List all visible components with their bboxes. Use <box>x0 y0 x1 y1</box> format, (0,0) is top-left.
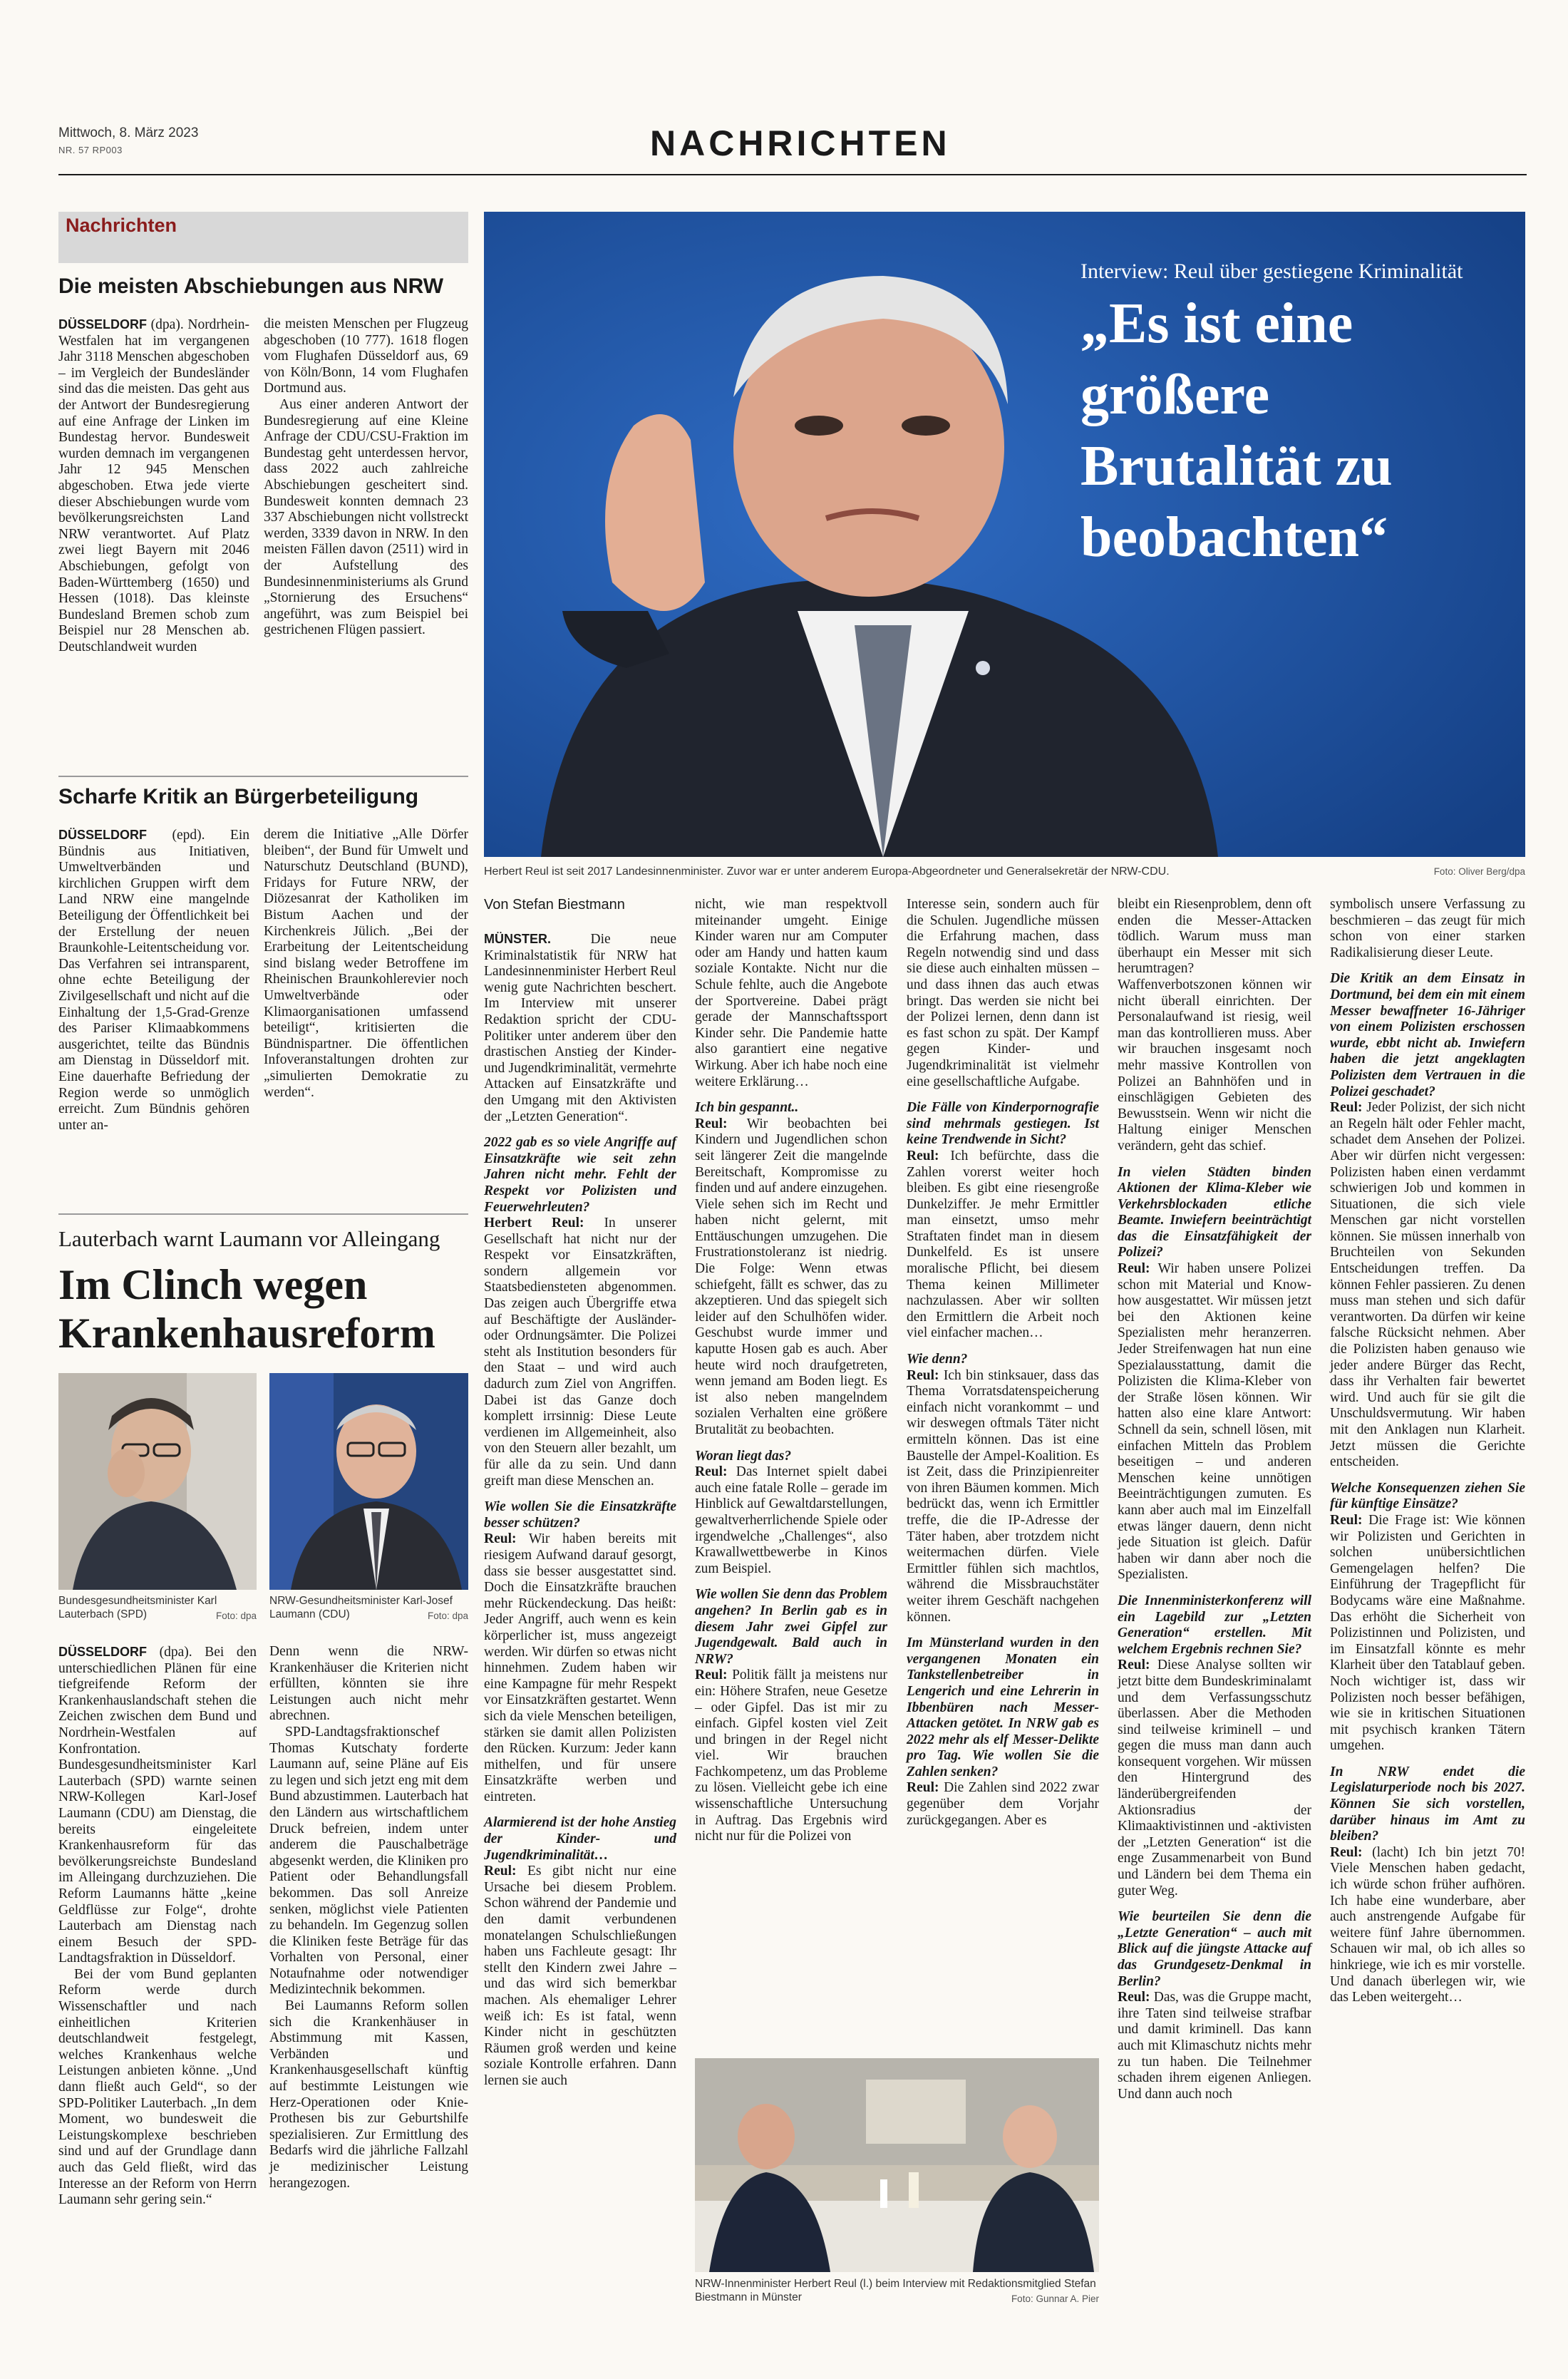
interview-question: In vielen Städten binden Aktionen der Klima-Kleber wie Verkehrsblockaden etliche Beamte. Inwiefern beeinträchtigt das die Einsatzfähigkeit der Polizei? <box>1118 1164 1311 1260</box>
sidebar-divider-1 <box>58 776 468 777</box>
article2-dateline: DÜSSELDORF <box>58 828 148 842</box>
lauterbach-caption: Bundesgesundheitsminister Karl Lauterbach (SPD) <box>58 1595 217 1620</box>
speaker-label: Reul: <box>695 1464 728 1480</box>
interview-question: Im Münsterland wurden in den vergangenen Monaten ein Tankstellenbetreiber in Lengerich und eine Lehrerin in Ibbenbüren nach Messer-Attacken getötet. In NRW gab es 2022 mehr als elf Messer-Delikte pro Tag. Wie wollen Sie die Zahlen senken? <box>907 1635 1099 1779</box>
article3-kicker: Lauterbach warnt Laumann vor Alleingang <box>58 1226 440 1251</box>
interview-answer <box>1330 1100 1525 1471</box>
article2-col2 <box>264 827 468 1101</box>
answer-text: Das Internet spielt dabei auch eine fatale Rolle – gerade im Hinblick auf Gewaltdarstellungen, gewaltverherrlichende Spiele oder irgendwelche „Challenges“, also Krawallwettbewerbe in Kinos zum Beispiel. <box>695 1464 887 1576</box>
sidebar-divider-2 <box>58 1213 468 1215</box>
laumann-credit: Foto: dpa <box>427 1610 468 1621</box>
speaker-label: Reul: <box>484 1531 517 1547</box>
article1-dateline: DÜSSELDORF <box>58 317 148 332</box>
interview-answer <box>1118 1261 1311 1583</box>
interview-paragraph: bleibt ein Riesenproblem, denn oft enden die Messer-Attacken tödlich. Warum muss man überhaupt ein Messer mit sich herumtragen? Waffenverbotszonen können wir nicht überall einrichten. Der Personalaufwand ist riesig, weil man das kontrollieren muss. Aber wir brauchen insgesamt noch mehr massive Kontrollen von Polizei an Bahnhöfen und in einschlägigen Gebieten des Bewusstsein. Wenn wir nicht die Haltung einiger Menschen verändern, geht das schief. <box>1118 897 1311 1153</box>
article2-text2: derem die Initiative „Alle Dörfer bleiben“, der Bund für Umwelt und Naturschutz Deutschland (BUND), Fridays for Future NRW, der Diözesanrat der Katholiken im Bistum Aachen und der Kirchenkreis Jülich. „Bei der Erarbeitung der Leitentscheidung sind bislang weder Betroffene im Rheinischen Braunkohlerevier noch Umweltverbände oder Klimaorganisationen umfassend beteiligt“, kritisierten die Bündnispartner. Die öffentlichen Infoveranstaltungen drohten zur „simulierten Demokratie zu werden“. <box>264 827 468 1100</box>
lauterbach-photo <box>58 1373 257 1590</box>
speaker-label: Reul: <box>695 1116 728 1131</box>
answer-text: Das, was die Gruppe macht, ihre Taten sind teilweise strafbar und damit kriminell. Das kann auch mit Klimaschutz nichts mehr zu tun haben. Die Teilnehmer schaden ihrem eigenen Anliegen. Und dann auch noch <box>1118 1990 1311 2102</box>
interview-answer <box>1118 1990 1311 2102</box>
article3-text2a: Denn wenn die NRW-Krankenhäuser die Kriterien nicht erfüllten, könnten sie ihre Leistungen auch nicht mehr abrechnen. <box>269 1644 468 1724</box>
speaker-label: Reul: <box>1118 1990 1150 2005</box>
interview-col2 <box>695 897 887 1845</box>
article1-headline: Die meisten Abschiebungen aus NRW <box>58 274 444 298</box>
answer-text: Diese Analyse sollten wir jetzt bitte dem Bundeskriminalamt und dem Verfassungsschutz überlassen. Aber die Methoden sind teilweise kriminell – und gegen die muss man dann auch konsequent vorgehen. Wir müssen den Hintergrund des länderübergreifenden Aktionsradius der Klimaaktivistinnen und -aktivisten der „Letzten Generation“ ist die enge Zusammenarbeit von Bund und Ländern bei dem Thema ein guter Weg. <box>1118 1658 1312 1898</box>
interview-byline: Von Stefan Biestmann <box>484 897 625 913</box>
speaker-label: Reul: <box>1118 1658 1150 1673</box>
interview-question: Wie wollen Sie die Einsatzkräfte besser schützen? <box>484 1499 676 1531</box>
speaker-label: Reul: <box>1330 1512 1363 1528</box>
lauterbach-credit: Foto: dpa <box>215 1610 257 1621</box>
inset-caption: NRW-Innenminister Herbert Reul (l.) beim Interview mit Redaktionsmitglied Stefan Biestmann in Münster <box>695 2278 1096 2303</box>
article3-agency: (dpa). <box>159 1645 192 1660</box>
interview-scene-icon <box>695 2058 1099 2272</box>
inset-caption-box <box>695 2277 1099 2306</box>
laumann-photo <box>269 1373 468 1590</box>
answer-text: Jeder Polizist, der sich nicht an Regeln hält oder Fehler macht, schadet dem Ansehen der Polizei. Aber wir dürfen nicht vergessen: Polizisten haben einen verdammt schwierigen Job und kommen in Situationen, die sich viele Menschen gar nicht vorstellen können. Sie müssen innerhalb von Bruchteilen von Sekunden Entscheidungen treffen. Da können Fehler passieren. Zu denen muss man stehen und sich dafür verantworten. Da dürfen wir keine falsche Rücksicht nehmen. Aber die Polizisten haben genauso wie jeder andere Bürger das Recht, dass ihr Verhalten fair bewertet wird. Und auch für sie gilt die Unschuldsvermutung. Wir haben mit den Anklagen nun Klarheit. Jetzt müssen die Gerichte entscheiden. <box>1330 1100 1525 1470</box>
article3-headline: Im Clinch wegen Krankenhausreform <box>58 1261 435 1357</box>
interview-answer <box>907 1780 1099 1829</box>
article1-text2a: die meisten Menschen per Flugzeug abgeschoben (10 777). 1618 flogen vom Flughafen Düsseldorf aus, 69 von Köln/Bonn, 14 vom Flughafen Dortmund aus. <box>264 317 468 396</box>
speaker-label: Reul: <box>1330 1100 1363 1116</box>
header-rule <box>58 174 1527 175</box>
article3-text2c: Bei Laumanns Reform sollen sich die Krankenhäuser in Abstimmung mit Kassen, Verbänden und Krankenhausgesellschaft künftig auf bestimmte Leistungen wie Herz-Operationen oder Knie-Prothesen bis zur Geburtshilfe spezialisieren. Zur Ermittlung des Bedarfs wird die jährliche Fallzahl je medizinischer Leistung herangezogen. <box>269 1998 468 2191</box>
interview-answer <box>484 1531 676 1805</box>
interview-question: Welche Konsequenzen ziehen Sie für künftige Einsätze? <box>1330 1480 1525 1512</box>
sidebar-label-box <box>58 212 468 263</box>
answer-text: Es gibt nicht nur eine Ursache bei diesem Problem. Schon während der Pandemie und den damit verbundenen monatelangen Schulschließungen haben uns Fachleute gesagt: Ihr stellt den Kindern zwei Jahre – und das wird sich bemerkbar machen. Als ehemaliger Lehrer weiß ich: Es ist fatal, wenn Kinder nicht in geschützten Räumen groß werden und keine soziale Kontrolle erfahren. Dann lernen sie auch <box>484 1864 676 2088</box>
interview-dateline: MÜNSTER. <box>484 932 551 946</box>
lauterbach-caption-box <box>58 1594 257 1623</box>
interview-question: Wie denn? <box>907 1352 968 1367</box>
main-credit: Foto: Oliver Berg/dpa <box>1433 866 1525 877</box>
article2-col1 <box>58 827 249 1134</box>
interview-answer <box>484 1864 676 2089</box>
speaker-label: Reul: <box>907 1780 939 1796</box>
answer-text: Wir haben unsere Polizei schon mit Material und Know-how ausgestattet. Wir müssen jetzt bei den Aktionen keine Spezialisten mehr heranzerren. Jeder Streifenwagen hat nun eine Spezialausstattung, damit die Polizisten die Klima-Kleber von der Straße lösen können. Wir hatten also eine klare Antwort: Schnell da sein, schnell lösen, mit einfachen Mitteln das Problem beseitigen – und anderen Menschen keine unnötigen Beeinträchtigungen zumuten. Es kann aber auch mal im Einzelfall etwas länger dauern, denn nicht jede Situation ist gleich. Dafür haben wir dann aber noch die Spezialisten. <box>1118 1261 1311 1583</box>
interview-col5 <box>1330 897 1525 2006</box>
interview-answer <box>1330 1845 1525 2006</box>
interview-answer <box>695 1116 887 1439</box>
interview-question: Die Fälle von Kinderpornografie sind mehrmals gestiegen. Ist keine Trendwende in Sicht? <box>907 1100 1099 1148</box>
article3-text1b: Bei der vom Bund geplanten Reform werde durch Wissenschaftler und nach einheitlichen Kriterien deutschlandweit festgelegt, welches Krankenhaus welche Leistungen anbieten könne. „Und dann fließt auch Geld“, so der SPD-Politiker Lauterbach. „In dem Moment, wo bundesweit die Leistungskomplexe beschrieben sind und auf der Grundlage dann auch das Geld fließt, wird das Interesse an der Reform von Herrn Laumann sehr gering sein.“ <box>58 1966 257 2208</box>
speaker-label: Reul: <box>695 1668 728 1683</box>
interview-answer <box>695 1464 887 1577</box>
interview-question: In NRW endet die Legislaturperiode noch bis 2027. Können Sie sich vorstellen, darüber hinaus im Amt zu bleiben? <box>1330 1764 1525 1844</box>
speaker-label: Reul: <box>1118 1261 1150 1277</box>
issue-date: Mittwoch, 8. März 2023 <box>58 125 199 140</box>
interview-question: 2022 gab es so viele Angriffe auf Einsatzkräfte wie seit zehn Jahren nicht mehr. Fehlt der Respekt vor Polizisten und Feuerwehrleuten? <box>484 1135 676 1215</box>
interview-question: Wie beurteilen Sie denn die „Letzte Generation“ – auch mit Blick auf die jüngste Attacke auf das Grundgesetz-Denkmal in Berlin? <box>1118 1909 1311 1989</box>
answer-text: Wir haben bereits mit riesigem Aufwand darauf gesorgt, dass sie besser ausgestattet sind. Doch die Einsatzkräfte brauchen mehr Rückendeckung. Das heißt: Jeder Angriff, auch wenn es kein körperlicher ist, muss angezeigt werden. Wir dürfen so etwas nicht hinnehmen. Zudem haben wir eine Kampagne für mehr Respekt vor Einsatzkräften gestartet. Wenn sich da viele Menschen beteiligen, stärken sie damit allen Polizisten den Rücken. Kurzum: Jeder kann mithelfen, und für unsere Einsatzkräfte werben und eintreten. <box>484 1531 676 1804</box>
article1-text2b: Aus einer anderen Antwort der Bundesregierung auf eine Kleine Anfrage der CDU/CSU-Fraktion im Bundestag geht unterdessen hervor, dass 2022 auch zahlreiche Abschiebungen gescheitert sind. Bundesweit konnten demnach 23 337 Abschiebungen nicht vollstreckt werden, 3339 davon in NRW. In den meisten Fällen davon (2511) wird in der Aufstellung des Bundesinnenministeriums als Grund „Stornierung des Ersuchens“ angeführt, was zum Beispiel bei gestrichenen Flügen passiert. <box>264 396 468 638</box>
interview-headline: „Es ist eine größere Brutalität zu beobachten“ <box>1080 292 1393 569</box>
interview-col1 <box>484 931 676 2090</box>
inset-credit: Foto: Gunnar A. Pier <box>1011 2293 1099 2304</box>
interview-answer <box>1118 1658 1311 1899</box>
article2-headline: Scharfe Kritik an Bürgerbeteiligung <box>58 785 419 808</box>
laumann-caption: NRW-Gesundheitsminister Karl-Josef Laumann (CDU) <box>269 1595 453 1620</box>
speaker-label: Herbert Reul: <box>484 1216 584 1231</box>
answer-text: Die Frage ist: Wie können wir Polizisten und Gerichten in solchen unübersichtlichen Gemengelagen helfen? Die Einführung der Tragepflicht für Bodycams wäre eine Maßnahme. Das erhöht die Sicherheit von Polizistinnen und Polizisten, und im Einsatzfall könnte es mehr Klarheit über den Tatablauf geben. Noch wichtiger ist, dass wir Polizisten noch besser befähigen, wie sie in kritischen Situationen mit psychisch kranken Tätern umgehen. <box>1330 1512 1525 1754</box>
answer-text: Wir beobachten bei Kindern und Jugendlichen schon seit längerer Zeit die mangelnde Bereitschaft, Kompromisse zu finden und auf andere einzugehen. Viele sehen sich im Recht und haben nicht gelernt, mit Enttäuschungen umzugehen. Die Frustrationstoleranz ist niedrig. Die Folge: Wenn etwas schiefgeht, fällt es schwer, das zu akzeptieren. Und das spiegelt sich leider auf den Schulhöfen wider. Geschubst wurde immer und kaputte Hosen gab es auch. Aber heute wird noch draufgetreten, wenn jemand am Boden liegt. Es ist also neben mangelndem sozialen Verhalten eine größere Brutalität zu beobachten. <box>695 1116 887 1437</box>
interview-answer <box>907 1368 1099 1626</box>
answer-text: Ich befürchte, dass die Zahlen vorerst weiter hoch bleiben. Es gibt eine riesengroße Dunkelziffer. Je mehr Ermittler man einsetzt, umso mehr Straftaten findet man in diesem Dunkelfeld. Es ist unsere moralische Pflicht, bei diesem Thema keinen Millimeter nachzulassen. Aber wir sollten den Ermittlern die Arbeit noch viel einfacher machen… <box>907 1148 1099 1341</box>
intro-text: Die neue Kriminalstatistik für NRW hat Landesinnenminister Herbert Reul wenig gute Nachrichten beschert. Im Interview mit unserer Redaktion spricht der CDU-Politiker unter anderem über den drastischen Anstieg der Kinder- und Jugendkriminalität, vermehrte Attacken auf Einsatzkräfte und den Umgang mit den Aktivisten der „Letzten Generation“. <box>484 932 676 1124</box>
article2-text1: Ein Bündnis aus Initiativen, Umweltverbänden und kirchlichen Gruppen wirft dem Land NRW eine mangelnde Beteiligung der Öffentlichkeit bei der Erstellung der neuen Braunkohle-Leitentscheidung vor. Das Verfahren sei intransparent, ohne echte Beteiligung der Zivilgesellschaft und nicht auf die Einhaltung der 1,5-Grad-Grenze des Pariser Klimaabkommens ausgerichtet, teilte das Bündnis am Dienstag in Düsseldorf mit. Eine dauerhafte Befriedung der Region werde so unmöglich erreicht. Zum Bündnis gehören unter an- <box>58 828 250 1133</box>
issue-number: NR. 57 RP003 <box>58 145 123 155</box>
answer-text: (lacht) Ich bin jetzt 70! Viele Menschen haben gedacht, ich würde schon früher aufhören. Ich habe eine wunderbare, aber auch anstrengende Aufgabe für weitere fünf Jahre übernommen. Schauen wir mal, ob ich alles so hinkriege, wie ich es mir vorstelle. Und danach überlegen wir, wie das Leben weitergeht… <box>1330 1844 1525 2005</box>
speaker-label: Reul: <box>1330 1844 1363 1860</box>
interview-paragraph <box>484 931 676 1125</box>
speaker-label: Reul: <box>907 1148 939 1163</box>
section-title: NACHRICHTEN <box>650 123 951 163</box>
article3-text2b: SPD-Landtagsfraktionschef Thomas Kutschaty forderte Laumann auf, seine Pläne auf Eis zu legen und sich jetzt eng mit dem Bund abzustimmen. Lauterbach hat den Ländern aus wirtschaftlichem Druck befreien, indem unter anderem die Pauschalbeträge abgesenkt werden, die Kliniken pro Patient oder Behandlungsfall bekommen. Das soll Anreize senken, möglichst viele Patienten zu behandeln. Im Gegenzug sollen die Kliniken feste Beträge für das Vorhalten von Personal, einer Notaufnahme oder notwendiger Medizintechnik bekommen. <box>269 1724 468 1998</box>
article3-dateline: DÜSSELDORF <box>58 1645 148 1659</box>
main-caption: Herbert Reul ist seit 2017 Landesinnenminister. Zuvor war er unter anderem Europa-Abgeordneter und Generalsekretär der NRW-CDU. <box>484 865 1170 878</box>
lauterbach-figure-icon <box>58 1373 257 1590</box>
interview-paragraph: symbolisch unsere Verfassung zu beschmieren – das zeugt für mich schon von einer starken Radikalisierung dieser Leute. <box>1330 897 1525 960</box>
article3-col1 <box>58 1644 257 2209</box>
interview-answer <box>484 1216 676 1489</box>
interview-question: Die Innenministerkonferenz will ein Lagebild zur „Letzten Generation“ erstellen. Mit welchem Ergebnis rechnen Sie? <box>1118 1593 1311 1657</box>
speaker-label: Reul: <box>907 1367 939 1383</box>
article2-agency: (epd). <box>172 828 205 843</box>
answer-text: Ich bin stinksauer, dass das Thema Vorratsdatenspeicherung einfach nicht vorankommt – und wir deswegen oftmals Täter nicht ermitteln können. Das ist eine Baustelle der Ampel-Koalition. Es ist Zeit, dass die Prinzipienreiter von ihren Bäumen kommen. Mich bedrückt das, wenn ich Ermittler treffe, die die IP-Adresse der Täter haben, aber trotzdem nicht weitermachen dürfen. Viele Ermittler fühlen sich machtlos, während die Missbrauchstäter weiter ihrem Geschäft nachgehen können. <box>907 1367 1099 1625</box>
interview-answer <box>695 1668 887 1845</box>
interview-col3 <box>907 897 1099 1829</box>
interview-paragraph: Interesse sein, sondern auch für die Schulen. Jugendliche müssen die Erfahrung machen, dass Regeln notwendig sind und dass sie diese auch einhalten müssen – und dass ihnen das auch etwas bringt. Das werden sie nicht bei der Polizei lernen, denn dann ist es fast schon zu spät. Der Kampf gegen Kinder- und Jugendkriminalität ist vielmehr eine gesellschaftliche Aufgabe. <box>907 897 1099 1089</box>
interview-kicker: Interview: Reul über gestiegene Kriminalität <box>1080 260 1463 283</box>
answer-text: In unserer Gesellschaft hat nicht nur der Respekt vor Einsatzkräften, sondern allgemein vor Staatsbediensteten abgenommen. Das zeigen auch Übergriffe etwa auf Beschäftigte der Ausländer- oder Ordnungsämter. Die Polizei steht als Institution besonders für den Staat – und wird auch dadurch zum Ziel von Angriffen. Dabei ist das Ganze doch komplett irrsinnig: Diese Leute verdienen im Allgemeinheit, also von den Steuern aller bezahlt, um für alle da zu sein. Und dann greift man diese Menschen an. <box>484 1216 677 1489</box>
article1-col2 <box>264 317 468 639</box>
article3-text1a: Bei den unterschiedlichen Plänen für eine tiefgreifende Reform der Krankenhauslandschaft stehen die Zeichen zwischen dem Bund und Nordrhein-Westfalen auf Konfrontation. Bundesgesundheitsminister Karl Lauterbach (SPD) warnte seinen NRW-Kollegen Karl-Josef Laumann (CDU) am Dienstag, die bereits eingeleitete Krankenhausreform für das bevölkerungsreichste Bundesland im Alleingang durchzuziehen. Die Reform Laumanns hätte „keine Geldflüsse zur Folge“, drohte Lauterbach am Dienstag nach einem Besuch der SPD-Landtagsfraktion in Düsseldorf. <box>58 1645 257 1966</box>
interview-answer <box>907 1149 1099 1342</box>
interview-paragraph: nicht, wie man respektvoll miteinander umgeht. Einige Kinder waren nur am Computer oder am Handy und hatten kaum soziale Kontakte. Nicht nur die Schule fehlte, auch die Angebote der Sportvereine. Dabei prägt gerade der Mannschaftssport Kinder sehr. Die Pandemie hatte also garantiert eine negative Wirkung. Aber ich habe noch eine weitere Erklärung… <box>695 897 887 1089</box>
sidebar-label: Nachrichten <box>66 215 177 236</box>
laumann-caption-box <box>269 1594 468 1623</box>
interview-inset-photo <box>695 2058 1099 2272</box>
interview-answer <box>1330 1513 1525 1754</box>
interview-question: Ich bin gespannt.. <box>695 1100 799 1116</box>
speaker-label: Reul: <box>484 1864 517 1879</box>
article1-col1 <box>58 317 249 655</box>
laumann-figure-icon <box>269 1373 468 1590</box>
article3-col2 <box>269 1644 468 2192</box>
interview-question: Die Kritik an dem Einsatz in Dortmund, bei dem ein mit einem Messer bewaffneter 16-Jähriger von einem Polizisten erschossen wurde, ebbt nicht ab. Inwiefern haben die jetzt angeklagten Polizisten dem Vertrauen in die Polizei geschadet? <box>1330 971 1525 1099</box>
article1-agency: (dpa). <box>150 317 184 332</box>
interview-question: Woran liegt das? <box>695 1448 792 1464</box>
answer-text: Die Zahlen sind 2022 zwar gegenüber dem Vorjahr zurückgegangen. Aber es <box>907 1780 1099 1828</box>
article1-text1: Nordrhein-Westfalen hat im vergangenen Jahr 3118 Menschen abgeschoben – im Vergleich der Bundesländer sind das die meisten. Das geht aus der Antwort der Bundesregierung auf eine Anfrage der Linken im Bundestag hervor. Bundesweit wurden demnach im vergangenen Jahr 12 945 Menschen abgeschoben. Etwa jede vierte dieser Abschiebungen wurde vom bevölkerungsreichsten Land NRW verantwortet. Auf Platz zwei liegt Bayern mit 2046 Abschiebungen, gefolgt von Baden-Württemberg (1650) und Hessen (1018). Das kleinste Bundesland Bremen schob zum Beispiel nur 28 Menschen ab. Deutschlandweit wurden <box>58 317 249 654</box>
interview-question: Alarmierend ist der hohe Anstieg der Kinder- und Jugendkriminalität… <box>484 1815 676 1863</box>
answer-text: Politik fällt ja meistens nur ein: Höhere Strafen, neue Gesetze – oder Gipfel. Das ist mir zu einfach. Gipfel kosten viel Zeit und bringen in der Regel nicht viel. Wir brauchen Fachkompetenz, um das Probleme zu lösen. Vielleicht gebe ich eine wissenschaftliche Untersuchung in Auftrag. Das Ergebnis wird nicht nur für die Polizei von <box>695 1668 887 1844</box>
interview-col4 <box>1118 897 1311 2102</box>
interview-question: Wie wollen Sie denn das Problem angehen? In Berlin gab es in diesem Jahr zwei Gipfel zur Jugendgewalt. Bald auch in NRW? <box>695 1587 887 1667</box>
